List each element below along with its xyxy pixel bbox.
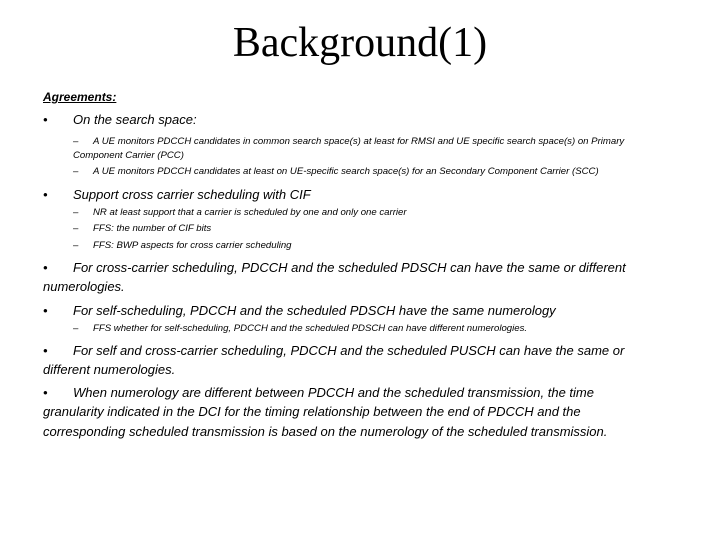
sub-text: A UE monitors PDCCH candidates at least on UE-specific search space(s) for an Secondary Component Carrier (SCC) (93, 166, 599, 177)
dash-icon: – (73, 136, 79, 147)
bullet-text: For self-scheduling, PDCCH and the scheduled PDSCH have the same numerology (73, 303, 556, 318)
dash-icon: – (73, 207, 79, 218)
bullet-icon: • (43, 187, 48, 202)
bullet-icon: • (43, 385, 48, 400)
sub-text: A UE monitors PDCCH candidates in common search space(s) at least for RMSI and UE specific search space(s) on Primary (93, 136, 625, 147)
bullet-text: corresponding scheduled transmission is based on the numerology of the scheduled transmission. (43, 424, 608, 439)
bullet-text: On the search space: (73, 112, 197, 127)
bullet-text: For cross-carrier scheduling, PDCCH and the scheduled PDSCH can have the same or different (73, 260, 626, 275)
bullet-icon: • (43, 112, 48, 127)
sub-text: Component Carrier (PCC) (73, 150, 184, 161)
slide-title: Background(1) (232, 20, 488, 66)
sub-text: NR at least support that a carrier is scheduled by one and only one carrier (93, 207, 407, 218)
bullet-icon: • (43, 303, 48, 318)
bullet-text: granularity indicated in the DCI for the timing relationship between the end of PDCCH and the (43, 404, 581, 419)
dash-icon: – (73, 166, 79, 177)
dash-icon: – (73, 240, 79, 251)
sub-text: FFS: the number of CIF bits (93, 223, 212, 234)
bullet-text: When numerology are different between PDCCH and the scheduled transmission, the time (73, 385, 594, 400)
sub-text: FFS whether for self-scheduling, PDCCH and the scheduled PDSCH can have different numerologies. (93, 323, 528, 334)
dash-icon: – (73, 223, 79, 234)
sub-text: FFS: BWP aspects for cross carrier scheduling (93, 240, 292, 251)
dash-icon: – (73, 323, 79, 334)
bullet-icon: • (43, 260, 48, 275)
bullet-text: numerologies. (43, 279, 125, 294)
bullet-text: Support cross carrier scheduling with CIF (73, 187, 311, 202)
bullet-text: different numerologies. (43, 362, 176, 377)
bullet-text: For self and cross-carrier scheduling, PDCCH and the scheduled PUSCH can have the same or (73, 343, 625, 358)
agreements-heading: Agreements: (43, 90, 117, 104)
bullet-icon: • (43, 343, 48, 358)
